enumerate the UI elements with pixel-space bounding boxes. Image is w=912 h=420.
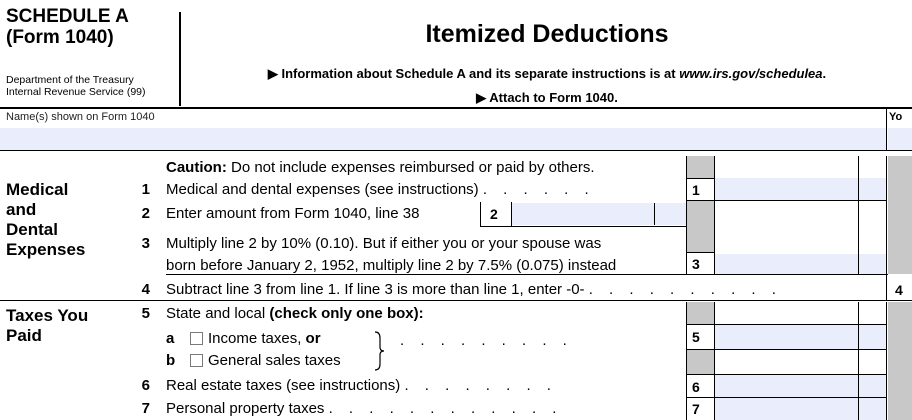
line-1-box-number: 1 (692, 182, 700, 198)
line-6-number: 6 (141, 377, 150, 394)
line-7-label (166, 400, 562, 418)
leader-dots: . . . . . . (482, 181, 595, 198)
sales-taxes-checkbox[interactable] (190, 354, 203, 367)
line-rule (166, 274, 888, 275)
leader-dots: . . . . . . . . (404, 377, 557, 394)
grid-line (686, 156, 687, 274)
info-period: . (822, 66, 827, 81)
line-5a-letter: a (166, 330, 175, 347)
line-5-text: State and local (166, 305, 270, 322)
irs-line: Internal Revenue Service (99) (6, 86, 146, 98)
section-medical-line: and (6, 200, 37, 219)
caution-label: Caution: (166, 159, 227, 176)
grid-line (886, 302, 887, 420)
shade-cell (687, 350, 714, 374)
line-5-number: 5 (141, 305, 150, 322)
line-5a-text: Income taxes, (208, 330, 306, 347)
section-medical (6, 180, 85, 260)
line-6-amount-input[interactable] (715, 375, 858, 397)
shade-column (888, 156, 912, 274)
line-5b-letter: b (166, 352, 176, 369)
schedule-title (6, 6, 129, 48)
caution-text: Do not include expenses reimbursed or paid by others. (226, 159, 595, 176)
leader-dots: . . . . . . . . . (400, 332, 573, 349)
line-3-number-cell (686, 252, 714, 274)
line-7-amount-input[interactable] (715, 398, 858, 420)
line-2-cents-input[interactable] (655, 203, 686, 225)
line-6-text: Real estate taxes (see instructions) (166, 377, 401, 394)
line-5b (166, 352, 341, 370)
line-3-number: 3 (141, 235, 150, 252)
line-1-amount-input[interactable] (714, 178, 858, 200)
section-taxes-line: Taxes You (6, 306, 89, 325)
section-taxes-line: Paid (6, 326, 42, 345)
line-5-amount-input[interactable] (715, 325, 858, 349)
grid-line (858, 156, 859, 274)
section-medical-line: Expenses (6, 240, 86, 259)
brace-icon (372, 330, 386, 372)
ssn-input[interactable] (888, 128, 912, 150)
header-divider (179, 12, 181, 106)
line-5a-bold: or (305, 330, 321, 347)
form-title: Itemized Deductions (425, 20, 669, 48)
line-5a (166, 330, 321, 348)
line-1-text: Medical and dental expenses (see instructions) (166, 181, 479, 198)
line-6-box-number: 6 (692, 379, 700, 395)
grid-line (886, 156, 887, 274)
line-2-number: 2 (141, 205, 150, 222)
line-1-number: 1 (141, 181, 150, 198)
name-input[interactable] (0, 128, 886, 150)
line-5-cents-input[interactable] (859, 325, 886, 349)
line-4-box-number: 4 (895, 282, 903, 298)
grid-line (686, 349, 886, 350)
info-link[interactable]: www.irs.gov/schedulea (679, 66, 823, 81)
name-row-rule (0, 150, 912, 151)
info-text: ▶ Information about Schedule A and its separate instructions is at (267, 66, 680, 81)
line-5-label (166, 305, 424, 323)
grid-line (686, 200, 886, 201)
ssn-divider (886, 109, 887, 150)
line-4-text: Subtract line 3 from line 1. If line 3 is more than line 1, enter -0- (166, 281, 585, 298)
department-label (6, 74, 146, 98)
department-line: Department of the Treasury (6, 74, 134, 86)
grid-line (886, 274, 887, 300)
line-1-label (166, 181, 595, 199)
shade-cell (686, 200, 714, 252)
schedule-name: SCHEDULE A (6, 6, 129, 27)
shade-cell (686, 302, 714, 324)
shade-column (888, 302, 912, 420)
grid-line (480, 202, 481, 226)
line-3-box-number: 3 (692, 256, 700, 272)
line-1-cents-input[interactable] (859, 178, 886, 200)
caution-note (166, 159, 595, 177)
line-6-cents-input[interactable] (859, 375, 886, 397)
ssn-label: Yo (889, 111, 903, 123)
section-medical-line: Dental (6, 220, 58, 239)
line-2-text: Enter amount from Form 1040, line 38 (166, 205, 420, 222)
section-medical-line: Medical (6, 180, 69, 199)
line-3-amount-input[interactable] (714, 254, 858, 274)
line-6-label (166, 377, 557, 395)
line-7-text: Personal property taxes (166, 400, 325, 417)
line-5-box-number: 5 (692, 329, 700, 345)
leader-dots: . . . . . . . . . . (588, 281, 782, 298)
section-taxes (6, 306, 88, 346)
grid-line (714, 156, 715, 274)
line-4-number: 4 (141, 281, 150, 298)
income-taxes-checkbox[interactable] (190, 332, 203, 345)
line-4-label (166, 281, 782, 299)
line-7-number: 7 (141, 400, 150, 417)
form-number: (Form 1040) (6, 27, 114, 48)
grid-line (480, 226, 686, 227)
line-3-cents-input[interactable] (859, 254, 886, 274)
line-1-number-cell (686, 178, 714, 200)
line-5b-text: General sales taxes (208, 352, 341, 369)
header-rule (0, 107, 912, 109)
line-2-box-number: 2 (490, 206, 498, 222)
line-2-amount-input[interactable] (512, 203, 654, 225)
line-3-text-cont: born before January 2, 1952, multiply line 2 by 7.5% (0.075) instead (166, 257, 617, 274)
line-5-bold: (check only one box): (269, 305, 424, 322)
attach-line: ▶ Attach to Form 1040. (476, 90, 618, 105)
shade-cell (686, 156, 714, 178)
line-7-box-number: 7 (692, 401, 700, 417)
section-rule (0, 300, 912, 301)
leader-dots: . . . . . . . . . . . . (328, 400, 563, 417)
line-7-cents-input[interactable] (859, 398, 886, 420)
line-3-text: Multiply line 2 by 10% (0.10). But if either you or your spouse was (166, 235, 602, 252)
name-label: Name(s) shown on Form 1040 (6, 111, 155, 123)
info-line (182, 66, 912, 82)
